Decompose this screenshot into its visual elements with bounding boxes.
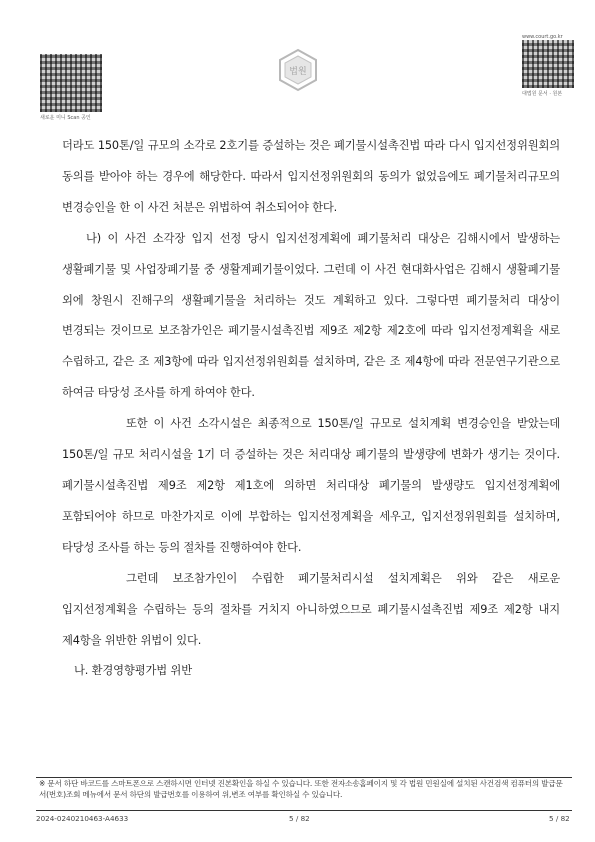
document-id: 2024-0240210463-A4633 [36,814,129,823]
page-number-right: 5 / 82 [549,814,570,823]
document-body [62,131,560,687]
barcode-right [522,40,574,88]
seal-text: 법원 [289,67,307,77]
footer-notice: ※ 문서 하단 바코드를 스마트폰으로 스캔하시면 인터넷 진본확인을 하실 수 있습니다. 또한 전자소송홈페이지 및 각 법원 민원실에 설치된 사건검색 컴퓨터의 발급문서(번호)조회 메뉴에서 문서 하단의 발급번호를 이용하여 위,변조 여부를 확인하실 수 있습니다. [36,777,572,811]
barcode-left-caption: 새로운 미니 Scan 공인 [40,115,91,121]
court-seal-icon [276,48,320,92]
barcode-right-url: www.court.go.kr [522,34,563,40]
page-number: 5 / 82 [289,814,310,823]
barcode-right-caption: 대법원 문서 · 원본 [522,91,563,97]
paragraph-3: 또한 이 사건 소각시설은 최종적으로 150톤/일 규모로 설치계획 변경승인을 받았는데 150톤/일 규모 처리시설을 1기 더 증설하는 것은 처리대상 폐기물의 발생량에 변화가 생기는 것이다. 폐기물시설촉진법 제9조 제2항 제1호에 의하면 처리대상 폐기물의 발생량도 입지선정계획에 포함되어야 하므로 마찬가지로 이에 부합하는 입지선정계획을 세우고, 입지선정위원회를 설치하며, 타당성 조사를 하는 등의 절차를 진행하여야 한다. [62,417,560,554]
paragraph-4: 그런데 보조참가인이 수립한 폐기물처리시설 설치계획은 위와 같은 새로운 입지선정계획을 수립하는 등의 절차를 거치지 아니하였으므로 폐기물시설촉진법 제9조 제2항 내지 제4항을 위반한 위법이 있다. [62,571,560,647]
paragraph-1: 더라도 150톤/일 규모의 소각로 2호기를 증설하는 것은 폐기물시설촉진법 따라 다시 입지선정위원회의 동의를 받아야 하는 경우에 해당한다. 따라서 입지선정위원회의 동의가 없었음에도 폐기물처리규모의 변경승인을 한 이 사건 처분은 위법하여 취소되어야 한다. [62,139,560,214]
barcode-left [40,54,102,112]
section-heading: 나. 환경영향평가법 위반 [74,664,192,678]
paragraph-2: 나) 이 사건 소각장 입지 선정 당시 입지선정계획에 폐기물처리 대상은 김해시에서 발생하는 생활폐기물 및 사업장폐기물 중 생활계폐기물이었다. 그런데 이 사건 현대화사업은 김해시 생활폐기물 외에 창원시 진해구의 생활폐기물을 처리하는 것도 계획하고 있다. 그렇다면 폐기물처리 대상이 변경되는 것이므로 보조참가인은 폐기물시설촉진법 제9조 제2항 제2호에 따라 입지선정계획을 새로 수립하고, 같은 조 제3항에 따라 입지선정위원회를 설치하며, 같은 조 제4항에 따라 전문연구기관으로 하여금 타당성 조사를 하게 하여야 한다. [62,231,560,400]
